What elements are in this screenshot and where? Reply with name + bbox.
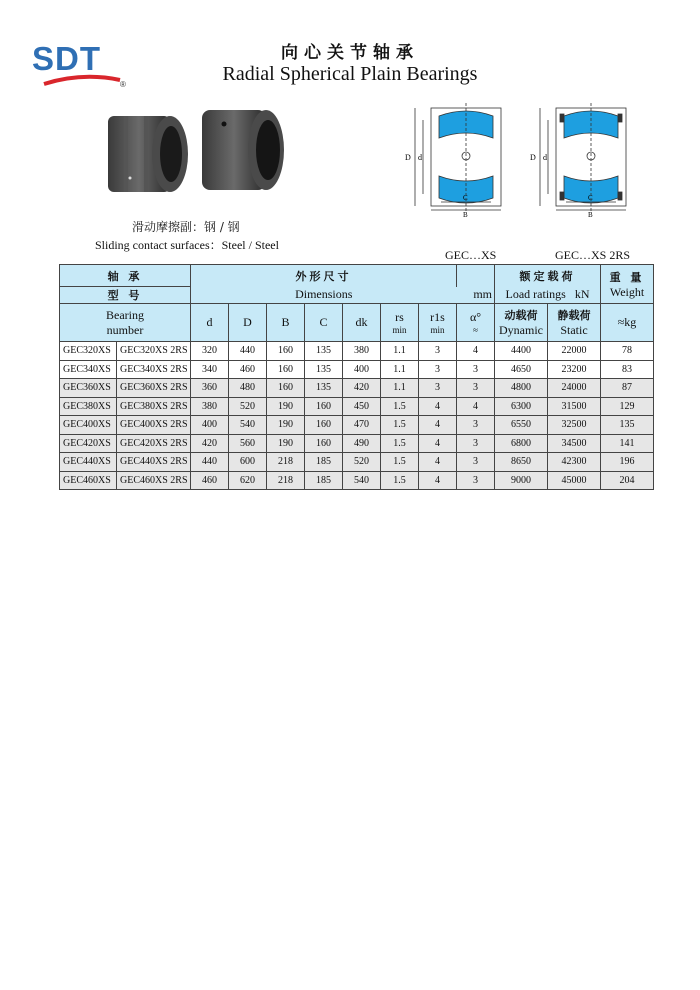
table-cell: 440: [229, 342, 267, 361]
table-cell: 190: [267, 434, 305, 453]
table-cell-bearing-number: GEC440XS 2RS: [117, 453, 191, 472]
spec-table-body: [60, 342, 654, 490]
table-cell-bearing-number: GEC360XS: [60, 379, 117, 398]
table-cell: 380: [191, 397, 229, 416]
svg-text:C: C: [588, 194, 593, 202]
diagram-gec-xs-2rs: [520, 98, 640, 218]
header-bearing-cn: [60, 265, 191, 287]
table-cell: 620: [229, 471, 267, 490]
table-cell: 9000: [495, 471, 548, 490]
material-caption-en: Sliding contact surfaces：Steel / Steel: [95, 238, 279, 252]
table-row: [60, 471, 654, 490]
table-cell-bearing-number: GEC440XS: [60, 453, 117, 472]
col-alpha-approx: ≈: [473, 324, 478, 335]
header-dims-unit: mm: [457, 287, 495, 304]
header-load-unit: kN: [574, 287, 590, 302]
col-weight-unit: ≈kg: [601, 304, 654, 342]
table-cell: 420: [343, 379, 381, 398]
table-row: [60, 379, 654, 398]
table-cell: 3: [419, 379, 457, 398]
table-cell: 196: [601, 453, 654, 472]
svg-text:B: B: [463, 211, 468, 218]
table-cell-bearing-number: GEC420XS 2RS: [117, 434, 191, 453]
material-caption-cn: 滑动摩擦副：钢 / 钢: [132, 220, 240, 234]
table-cell: 160: [267, 379, 305, 398]
table-cell-bearing-number: GEC460XS: [60, 471, 117, 490]
table-cell-bearing-number: GEC360XS 2RS: [117, 379, 191, 398]
header-weight: [601, 265, 654, 304]
table-cell: 160: [267, 360, 305, 379]
table-row: [60, 360, 654, 379]
table-cell: 135: [601, 416, 654, 435]
table-cell-bearing-number: GEC400XS 2RS: [117, 416, 191, 435]
table-cell: 6800: [495, 434, 548, 453]
table-cell: 1.5: [381, 416, 419, 435]
table-cell: 204: [601, 471, 654, 490]
logo-registered-mark: ®: [120, 80, 126, 89]
table-cell: 32500: [548, 416, 601, 435]
table-cell: 3: [457, 434, 495, 453]
table-cell: 470: [343, 416, 381, 435]
table-cell: 460: [229, 360, 267, 379]
header-bearing-cn-2: 型 号: [60, 287, 191, 304]
table-cell: 320: [191, 342, 229, 361]
table-cell-bearing-number: GEC420XS: [60, 434, 117, 453]
diagram-label-xs: GEC…XS: [445, 248, 497, 262]
table-cell: 190: [267, 397, 305, 416]
table-cell: 87: [601, 379, 654, 398]
col-static: [548, 304, 601, 342]
col-dynamic-cn: 动载荷: [504, 309, 538, 322]
table-row: [60, 342, 654, 361]
table-cell: 190: [267, 416, 305, 435]
table-cell: 1.5: [381, 453, 419, 472]
table-cell: 135: [305, 342, 343, 361]
table-cell: 34500: [548, 434, 601, 453]
table-cell: 1.5: [381, 434, 419, 453]
table-cell: 360: [191, 379, 229, 398]
svg-text:d: d: [418, 153, 422, 162]
table-cell: 4: [457, 397, 495, 416]
table-cell: 490: [343, 434, 381, 453]
table-cell: 3: [457, 416, 495, 435]
table-cell: 23200: [548, 360, 601, 379]
table-cell: 83: [601, 360, 654, 379]
bearing-photos: [100, 100, 290, 210]
table-cell-bearing-number: GEC400XS: [60, 416, 117, 435]
table-cell: 540: [343, 471, 381, 490]
table-cell: 3: [457, 453, 495, 472]
table-cell: 4: [419, 416, 457, 435]
table-cell-bearing-number: GEC380XS 2RS: [117, 397, 191, 416]
table-cell: 4400: [495, 342, 548, 361]
table-cell: 400: [343, 360, 381, 379]
table-cell: 480: [229, 379, 267, 398]
col-rs: [381, 304, 419, 342]
table-cell: 135: [305, 379, 343, 398]
col-alpha: [457, 304, 495, 342]
table-cell: 129: [601, 397, 654, 416]
table-cell: 4800: [495, 379, 548, 398]
table-row: [60, 397, 654, 416]
table-cell-bearing-number: GEC380XS: [60, 397, 117, 416]
table-cell: 185: [305, 471, 343, 490]
table-cell: 440: [191, 453, 229, 472]
table-row: [60, 453, 654, 472]
table-cell: 400: [191, 416, 229, 435]
table-cell: 218: [267, 453, 305, 472]
table-cell: 24000: [548, 379, 601, 398]
table-cell: 160: [305, 416, 343, 435]
table-cell: 141: [601, 434, 654, 453]
table-cell: 540: [229, 416, 267, 435]
col-static-en: Static: [560, 323, 588, 337]
table-cell: 3: [457, 379, 495, 398]
table-cell: 1.1: [381, 379, 419, 398]
svg-text:D: D: [530, 153, 536, 162]
col-dynamic-en: Dynamic: [499, 323, 544, 337]
table-cell: 4650: [495, 360, 548, 379]
header-bearing-en-2: number: [106, 322, 144, 337]
diagram-gec-xs: [395, 98, 510, 218]
logo-text: SDT: [32, 40, 101, 77]
col-r1s-label: r1s: [430, 309, 445, 324]
col-C: C: [305, 304, 343, 342]
table-cell: 3: [419, 342, 457, 361]
table-cell: 78: [601, 342, 654, 361]
spec-table: [59, 264, 654, 490]
table-cell: 4: [457, 342, 495, 361]
table-cell: 4: [419, 397, 457, 416]
col-dynamic: [495, 304, 548, 342]
table-row: [60, 434, 654, 453]
table-cell: 3: [419, 360, 457, 379]
table-cell: 31500: [548, 397, 601, 416]
header-dims-en: Dimensions: [191, 287, 457, 304]
header-bearing-en-1: Bearing: [106, 307, 144, 322]
table-cell: 6300: [495, 397, 548, 416]
table-cell-bearing-number: GEC340XS: [60, 360, 117, 379]
col-static-cn: 静载荷: [557, 309, 591, 322]
table-cell: 420: [191, 434, 229, 453]
bearing-photo-right: [202, 110, 284, 190]
table-row: [60, 416, 654, 435]
table-cell-bearing-number: GEC460XS 2RS: [117, 471, 191, 490]
table-cell: 6550: [495, 416, 548, 435]
header-load-cn: 额定载荷: [495, 265, 601, 287]
header-bearing-cn-1: 轴 承: [107, 269, 143, 283]
table-cell: 135: [305, 360, 343, 379]
header-dims-cn: 外形尺寸: [191, 265, 457, 287]
table-cell: 460: [191, 471, 229, 490]
svg-text:D: D: [405, 153, 411, 162]
table-cell: 8650: [495, 453, 548, 472]
table-cell: 42300: [548, 453, 601, 472]
table-cell: 1.5: [381, 471, 419, 490]
table-cell: 380: [343, 342, 381, 361]
header-bearing-en: [60, 304, 191, 342]
page-title-en: Radial Spherical Plain Bearings: [222, 63, 478, 85]
table-cell-bearing-number: GEC320XS 2RS: [117, 342, 191, 361]
table-cell: 520: [343, 453, 381, 472]
header-load-en: [495, 287, 601, 304]
table-cell: 160: [305, 397, 343, 416]
table-cell: 520: [229, 397, 267, 416]
bearing-photo-left: [108, 116, 188, 192]
table-cell-bearing-number: GEC320XS: [60, 342, 117, 361]
col-r1s: [419, 304, 457, 342]
col-D: D: [229, 304, 267, 342]
table-cell: 450: [343, 397, 381, 416]
table-cell: 185: [305, 453, 343, 472]
table-cell: 4: [419, 434, 457, 453]
header-weight-cn: 重 量: [609, 270, 645, 284]
table-cell: 560: [229, 434, 267, 453]
table-cell: 4: [419, 471, 457, 490]
table-cell-bearing-number: GEC340XS 2RS: [117, 360, 191, 379]
table-cell: 22000: [548, 342, 601, 361]
svg-text:d: d: [543, 153, 547, 162]
table-cell: 600: [229, 453, 267, 472]
col-dk: dk: [343, 304, 381, 342]
table-cell: 4: [419, 453, 457, 472]
page-title-cn: 向心关节轴承: [281, 43, 419, 63]
col-rs-min: min: [392, 324, 407, 335]
table-cell: 1.1: [381, 342, 419, 361]
table-cell: 340: [191, 360, 229, 379]
table-cell: 218: [267, 471, 305, 490]
col-B: B: [267, 304, 305, 342]
col-d: d: [191, 304, 229, 342]
table-cell: 3: [457, 360, 495, 379]
header-load-en-text: Load ratings: [505, 287, 566, 302]
diagram-label-2rs: GEC…XS 2RS: [555, 248, 631, 262]
col-alpha-label: α°: [469, 309, 482, 324]
table-cell: 1.5: [381, 397, 419, 416]
table-cell: 160: [305, 434, 343, 453]
svg-text:B: B: [588, 211, 593, 218]
table-cell: 160: [267, 342, 305, 361]
table-cell: 45000: [548, 471, 601, 490]
header-dims-spacer: [457, 265, 495, 287]
header-weight-en: Weight: [609, 284, 645, 299]
col-r1s-min: min: [430, 324, 445, 335]
table-cell: 3: [457, 471, 495, 490]
table-cell: 1.1: [381, 360, 419, 379]
svg-text:C: C: [463, 194, 468, 202]
col-rs-label: rs: [395, 309, 404, 324]
